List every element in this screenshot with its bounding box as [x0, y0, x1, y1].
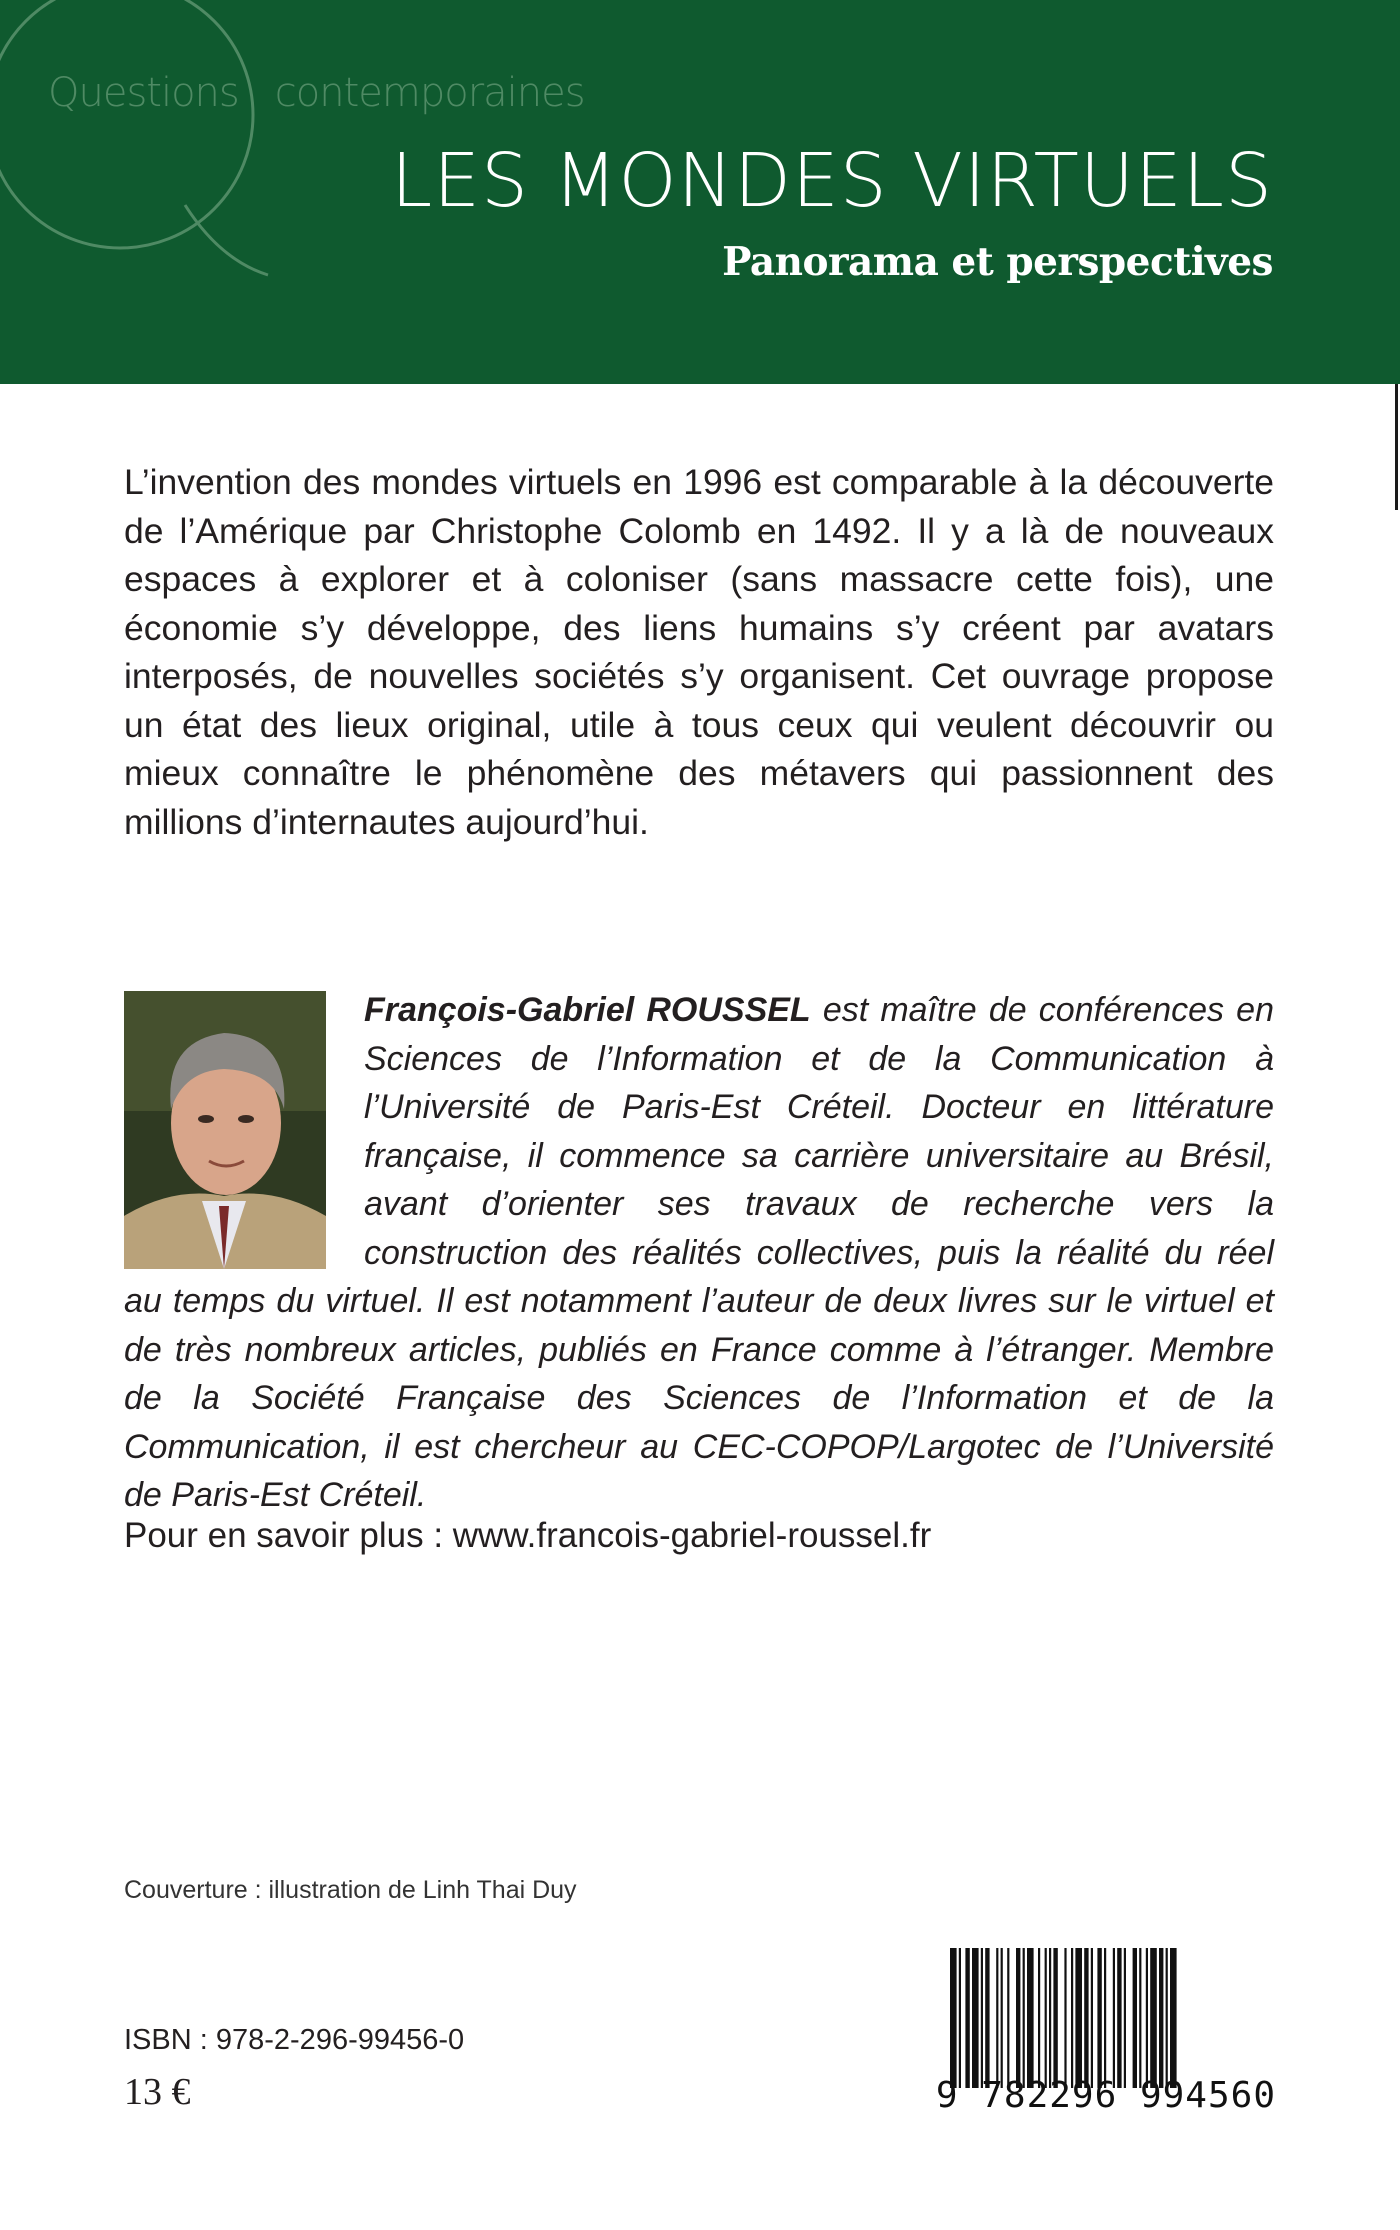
author-portrait: [124, 991, 326, 1269]
barcode-bar: [1104, 1948, 1106, 2088]
barcode-bar: [1150, 1948, 1157, 2088]
barcode-bar: [985, 1948, 989, 2088]
price: 13 €: [124, 2071, 191, 2113]
barcode-bar: [1124, 1948, 1126, 2088]
author-bio: [124, 986, 1274, 1520]
barcode-bar: [996, 1948, 998, 2088]
series-word-contemporaines: contemporaines: [274, 70, 585, 116]
barcode-bar: [1071, 1948, 1073, 2088]
isbn: ISBN : 978-2-296-99456-0: [124, 2024, 465, 2056]
author-bio-text: est maître de conférences en Sciences de l’Information et de la Communication à l’Université de Paris-Est Créteil. Docteur en littérature française, il commence sa carrière universitaire au Brésil, avant d’orienter ses travaux de recherche vers la construction des réalités collectives, puis la réalité du réel au temps du virtuel. Il est notamment l’auteur de deux livres sur le virtuel et de très nombreux articles, publiés en France comme à l’étranger. Membre de la Société Française des Sciences de l’Information et de la Communication, il est chercheur au CEC-COPOP/Largotec de l’Université de Paris-Est Créteil.: [124, 991, 1274, 1514]
barcode-bar: [972, 1948, 979, 2088]
barcode-bar: [1159, 1948, 1163, 2088]
barcode-bar: [1001, 1948, 1003, 2088]
barcode-bar: [1097, 1948, 1101, 2088]
barcode-bar: [1049, 1948, 1051, 2088]
barcode-bar: [1064, 1948, 1066, 2088]
barcode-bar: [965, 1948, 969, 2088]
more-info: Pour en savoir plus : www.francois-gabriel-roussel.fr: [124, 1516, 932, 1555]
barcode-bar: [1146, 1948, 1148, 2088]
barcode-digits: 9 782296 994560: [935, 2075, 1276, 2116]
barcode-bar: [959, 1948, 961, 2088]
barcode-bar: [1117, 1948, 1121, 2088]
q-logo-icon: [0, 0, 300, 290]
barcode-bar: [1084, 1948, 1088, 2088]
barcode-bar: [1091, 1948, 1093, 2088]
barcode-bar: [1038, 1948, 1040, 2088]
barcode-bar: [1027, 1948, 1034, 2088]
barcode-bar: [1007, 1948, 1009, 2088]
barcode: [950, 1948, 1276, 2088]
barcode-bar: [1170, 1948, 1177, 2088]
barcode-bar: [1139, 1948, 1141, 2088]
barcode-bar: [1133, 1948, 1137, 2088]
barcode-bar: [1053, 1948, 1057, 2088]
cover-credit: Couverture : illustration de Linh Thai Duy: [124, 1876, 577, 1904]
barcode-bar: [981, 1948, 983, 2088]
edge-rule: [1395, 384, 1398, 510]
book-subtitle: Panorama et perspectives: [722, 239, 1273, 285]
barcode-bar: [1166, 1948, 1168, 2088]
series-word-questions: Questions: [48, 70, 239, 116]
barcode-bar: [1016, 1948, 1020, 2088]
barcode-bar: [1113, 1948, 1115, 2088]
barcode-bar: [950, 1948, 957, 2088]
barcode-bar: [1075, 1948, 1082, 2088]
book-title: LES MONDES VIRTUELS: [391, 138, 1273, 224]
barcode-bar: [1045, 1948, 1047, 2088]
book-blurb: L’invention des mondes virtuels en 1996 est comparable à la découverte de l’Amérique par Christophe Colomb en 1492. Il y a là de nouveaux espaces à explorer et à coloniser (sans massacre cette fois), une économie s’y développe, des liens humains s’y créent par avatars interposés, de nouvelles sociétés s’y organisent. Cet ouvrage propose un état des lieux original, utile à tous ceux qui veulent découvrir ou mieux connaître le phénomène des métavers qui passionnent des millions d’internautes aujourd’hui.: [124, 462, 1274, 842]
barcode-bar: [1023, 1948, 1025, 2088]
series-name: [48, 70, 585, 116]
cover-header: [0, 0, 1400, 384]
author-name: François-Gabriel ROUSSEL: [364, 991, 811, 1029]
